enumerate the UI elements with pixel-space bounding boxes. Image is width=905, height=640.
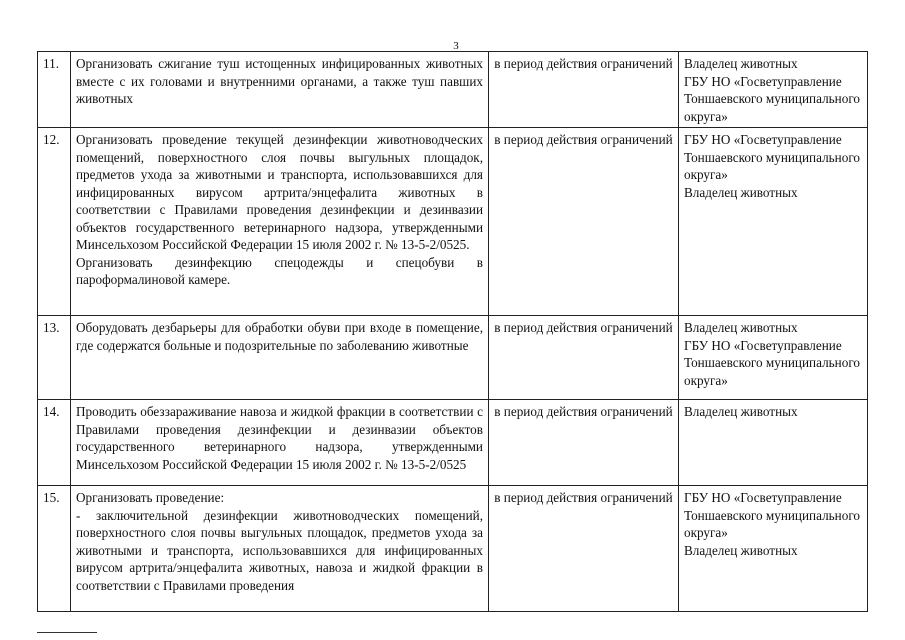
footnote-separator [37,632,97,633]
row-number: 12. [38,128,71,316]
page-number: 3 [453,40,459,52]
measure-text [71,400,489,486]
table-row [38,486,868,612]
measure-paragraph: Проводить обеззараживание навоза и жидкой фракции в соответствии с Правилами проведения дезинфекции и дезинвазии объектов государственного ветеринарного надзора, утвержденными Минсельхозом Российской Федерации 15 июля 2002 г. № 13-5-2/0525 [76,404,483,472]
row-number: 15. [38,486,71,612]
row-number: 14. [38,400,71,486]
measure-paragraph: Организовать сжигание туш истощенных инфицированных животных вместе с их головами и внутренними органами, а также туш павших животных [76,56,483,106]
period-cell: в период действия ограничений [489,52,679,128]
responsible-line: Владелец животных [684,404,798,419]
table-row [38,128,868,316]
responsible-line: ГБУ НО «Госветуправление Тоншаевского муниципального округа» [684,73,860,124]
measures-table [37,51,868,612]
responsible-line: Владелец животных [684,56,798,71]
measure-paragraph: Организовать дезинфекцию спецодежды и спецобуви в пароформалиновой камере. [76,254,483,287]
measure-paragraph: Оборудовать дезбарьеры для обработки обуви при входе в помещение, где содержатся больные и подозрительные по заболеванию животные [76,320,483,353]
responsible-cell [679,52,868,128]
measure-paragraph: - заключительной дезинфекции животноводческих помещений, поверхностного слоя почвы выгульных площадок, предметов ухода за животными и транспорта, использовавшихся для инфицированных вирусом артрита/энцефалита животных, навоза и жидкой фракции в соответствии с Правилами проведения [76,507,483,593]
table-row [38,316,868,400]
period-cell: в период действия ограничений [489,128,679,316]
period-cell: в период действия ограничений [489,486,679,612]
measure-paragraph: Организовать проведение: [76,490,225,505]
measure-text [71,128,489,316]
responsible-line: ГБУ НО «Госветуправление Тоншаевского муниципального округа» [684,337,860,388]
responsible-cell [679,128,868,316]
responsible-line: Владелец животных [684,184,798,200]
table-row [38,400,868,486]
measure-text [71,486,489,612]
responsible-line: ГБУ НО «Госветуправление Тоншаевского муниципального округа» [684,132,860,182]
measure-paragraph: Организовать проведение текущей дезинфекции животноводческих помещений, поверхностного слоя почвы выгульных площадок, предметов ухода за животными и транспорта, использовавшихся для инфицированных вирусом артрита/энцефалита животных в соответствии с Правилами проведения дезинфекции и дезинвазии объектов государственного ветеринарного надзора, утвержденными Минсельхозом Российской Федерации 15 июля 2002 г. № 13-5-2/0525. [76,132,483,252]
period-cell: в период действия ограничений [489,400,679,486]
row-number: 13. [38,316,71,400]
period-cell: в период действия ограничений [489,316,679,400]
measure-text [71,52,489,128]
responsible-cell [679,400,868,486]
measure-text [71,316,489,400]
responsible-line: Владелец животных [684,320,798,335]
responsible-cell [679,486,868,612]
row-number: 11. [38,52,71,128]
table-row [38,52,868,128]
responsible-line: ГБУ НО «Госветуправление Тоншаевского муниципального округа» [684,490,860,540]
responsible-cell [679,316,868,400]
responsible-line: Владелец животных [684,542,798,558]
